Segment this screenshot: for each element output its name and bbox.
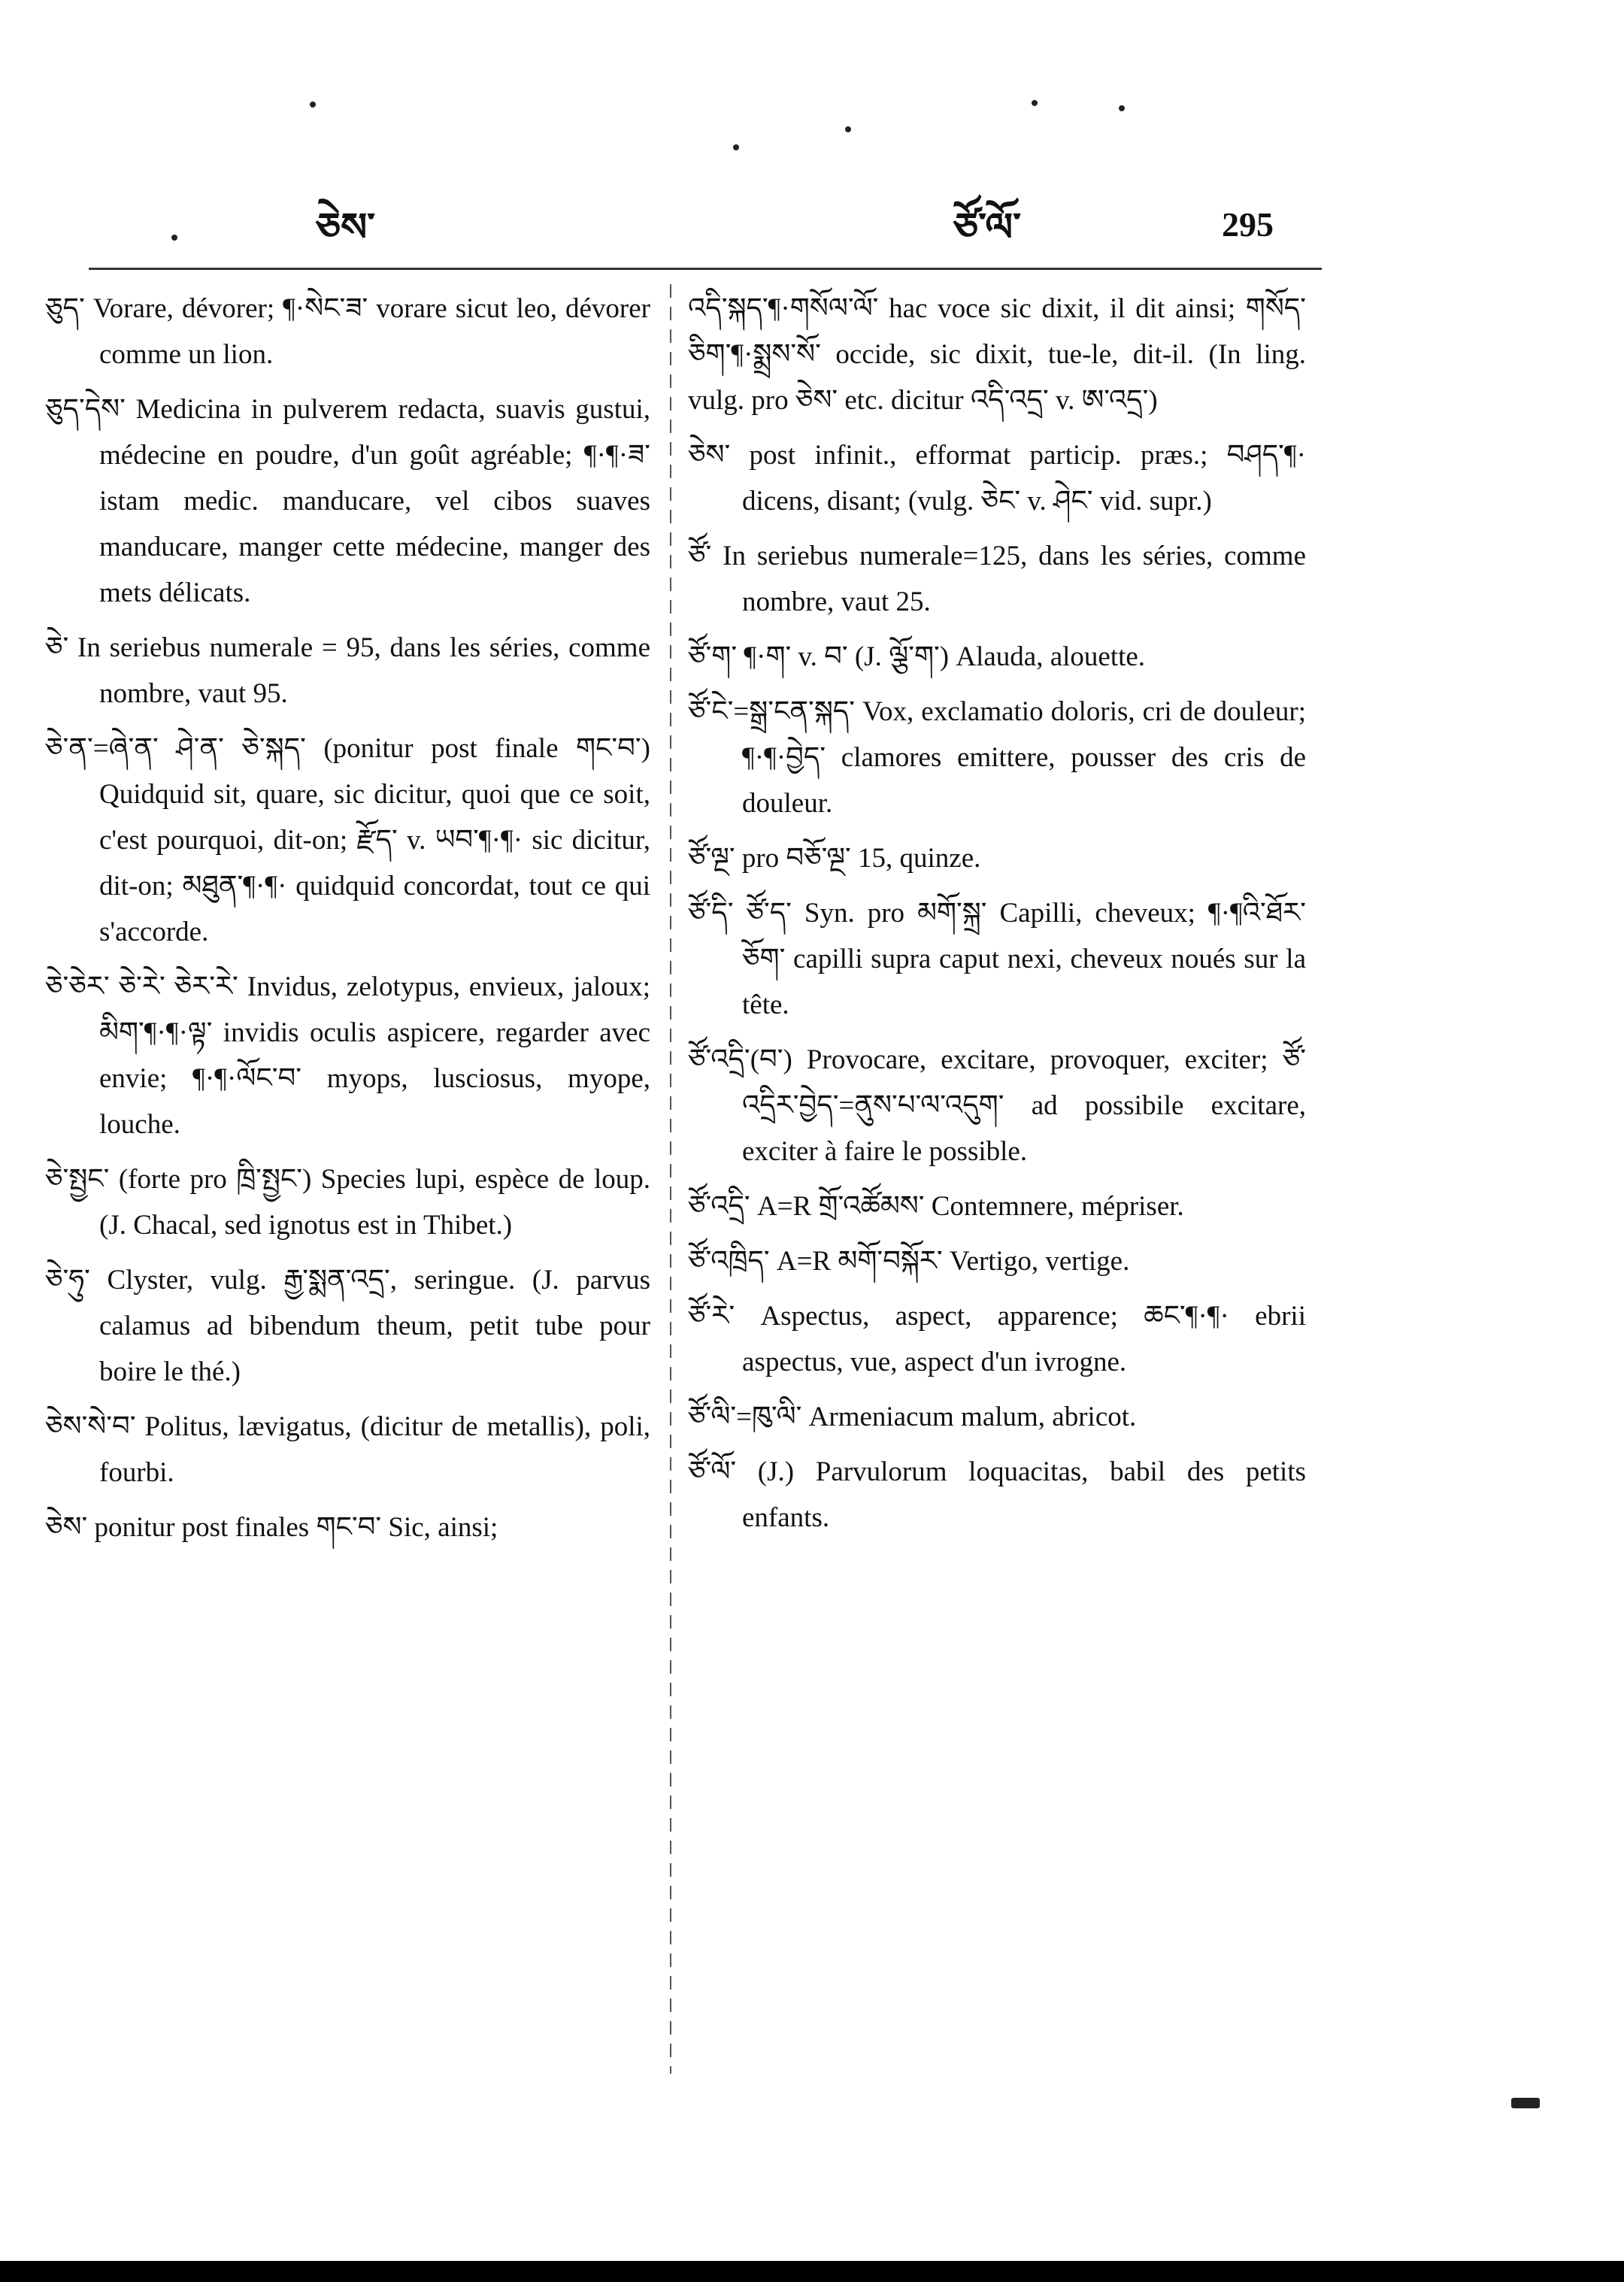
- page-speck: [733, 144, 739, 150]
- dictionary-entry: ཙོ་འདྲི་ A=R གྲོ་འཚོམས་ Contemnere, mépriser.: [688, 1191, 1184, 1222]
- scan-edge-bar: [0, 2261, 1624, 2282]
- dictionary-entry: ཅེས་ ponitur post finales གང་བ་ Sic, ainsi;: [45, 1512, 498, 1543]
- dictionary-entry: ཙོ་ལོ་ (J.) Parvulorum loquacitas, babil des petits enfants.: [688, 1456, 1306, 1533]
- dictionary-entry-continued: འདི་སྐད་¶·གསོལ་ལོ་ hac voce sic dixit, il dit ainsi; གསོད་ཅིག་¶·སྨྲས་སོ་ occide, sic dixit, tue-le, dit-il. (In ling. vulg. pro ཅེས་ etc. dicitur འདི་འདྲ་ v. ཨ་འདྲ་): [688, 293, 1306, 416]
- dictionary-entry: ཙོ་ལྔ་ pro བཅོ་ལྔ་ 15, quinze.: [688, 843, 981, 874]
- dictionary-entry: ཅེ་ཅེར་ ཅེ་རེ་ ཅེར་རེ་ Invidus, zelotypus, envieux, jaloux; མིག་¶·¶·ལྟ་ invidis oculis aspicere, regarder avec envie; ¶·¶·ལོང་བ་ myops, lusciosus, myope, louche.: [45, 971, 650, 1140]
- dictionary-entry: ཅེས་ post infinit., efformat particip. præs.; བཤད་¶· dicens, disant; (vulg. ཅེང་ v. ཤེང་ vid. supr.): [688, 440, 1306, 517]
- left-running-head: ཅེས་: [316, 207, 376, 250]
- dictionary-entry: ཙོ་ལི་=ཁུ་ལི་ Armeniacum malum, abricot.: [688, 1402, 1137, 1432]
- margin-mark: [1511, 2098, 1540, 2108]
- dictionary-entry: ཅུད་དེས་ Medicina in pulverem redacta, suavis gustui, médecine en poudre, d'un goût agréable; ¶·¶·ཟ་ istam medic. manducare, vel cibos suaves manducare, manger cette médecine, manger des mets délicats.: [45, 394, 650, 608]
- dictionary-entry: ཙོ་འཁྲིད་ A=R མགོ་བསྐོར་ Vertigo, vertige.: [688, 1246, 1130, 1277]
- dictionary-entry: ཅེ་ན་=ཞེ་ན་ ཤེ་ན་ ཅེ་སྐད་ (ponitur post finale གང་བ་) Quidquid sit, quare, sic dicitur, quoi que ce soit, c'est pourquoi, dit-on; རྫོད་ v. ཡབ་¶·¶· sic dicitur, dit-on; མཐུན་¶·¶· quidquid concordat, tout ce qui s'accorde.: [45, 733, 650, 947]
- page-number: 295: [1222, 205, 1274, 244]
- dictionary-entry: ཅེ་ཧུ་ Clyster, vulg. རྒྱ་སྨན་འདྲ་, seringue. (J. parvus calamus ad bibendum theum, petit tube pour boire le thé.): [45, 1265, 650, 1387]
- page-speck: [310, 102, 316, 108]
- right-running-head: ཙོ་ལོ་: [953, 207, 1022, 250]
- column-divider: [670, 284, 671, 2074]
- dictionary-entry: ཅེ་སྤྱང་ (forte pro ཁྲི་སྤྱང་) Species lupi, espèce de loup. (J. Chacal, sed ignotus est in Thibet.): [45, 1164, 650, 1241]
- dictionary-entry: ཙོ་འདྲི་(བ་) Provocare, excitare, provoquer, exciter; ཙོ་འདྲིར་བྱེད་=ནུས་པ་ལ་འདུག་ ad possibile excitare, exciter à faire le possible.: [688, 1044, 1306, 1167]
- right-column: [688, 286, 1306, 1550]
- page-speck: [1032, 100, 1038, 106]
- header-rule: [89, 268, 1322, 270]
- dictionary-entry: ཅེས་སེ་བ་ Politus, lævigatus, (dicitur de metallis), poli, fourbi.: [45, 1411, 650, 1488]
- dictionary-entry: ཙོ་རེ་ Aspectus, aspect, apparence; ཆང་¶·¶· ebrii aspectus, vue, aspect d'un ivrogne.: [688, 1301, 1306, 1377]
- page-speck: [845, 126, 851, 132]
- page-speck: [1119, 105, 1125, 111]
- dictionary-entry: ཙོ་ In seriebus numerale=125, dans les séries, comme nombre, vaut 25.: [688, 541, 1306, 617]
- dictionary-entry: ཙོ་དི་ ཙོ་ད་ Syn. pro མགོ་སྐྲ་ Capilli, cheveux; ¶·¶འི་ཐོར་ཅོག་ capilli supra caput nexi, cheveux noués sur la tête.: [688, 898, 1306, 1020]
- dictionary-entry: ཙོ་ངེ་=སྒྲ་ངན་སྐད་ Vox, exclamatio doloris, cri de douleur; ¶·¶·བྱེད་ clamores emittere, pousser des cris de douleur.: [688, 696, 1306, 819]
- dictionary-entry: ཙོ་ག་ ¶·ག་ v. བ་ (J. ལྕོ་ག་) Alauda, alouette.: [688, 641, 1146, 672]
- left-column: [45, 286, 650, 1559]
- page-speck: [171, 235, 177, 241]
- dictionary-entry: ཅེ་ In seriebus numerale = 95, dans les séries, comme nombre, vaut 95.: [45, 632, 650, 709]
- dictionary-entry: ཅུད་ Vorare, dévorer; ¶·སེང་ཟ་ vorare sicut leo, dévorer comme un lion.: [45, 293, 650, 370]
